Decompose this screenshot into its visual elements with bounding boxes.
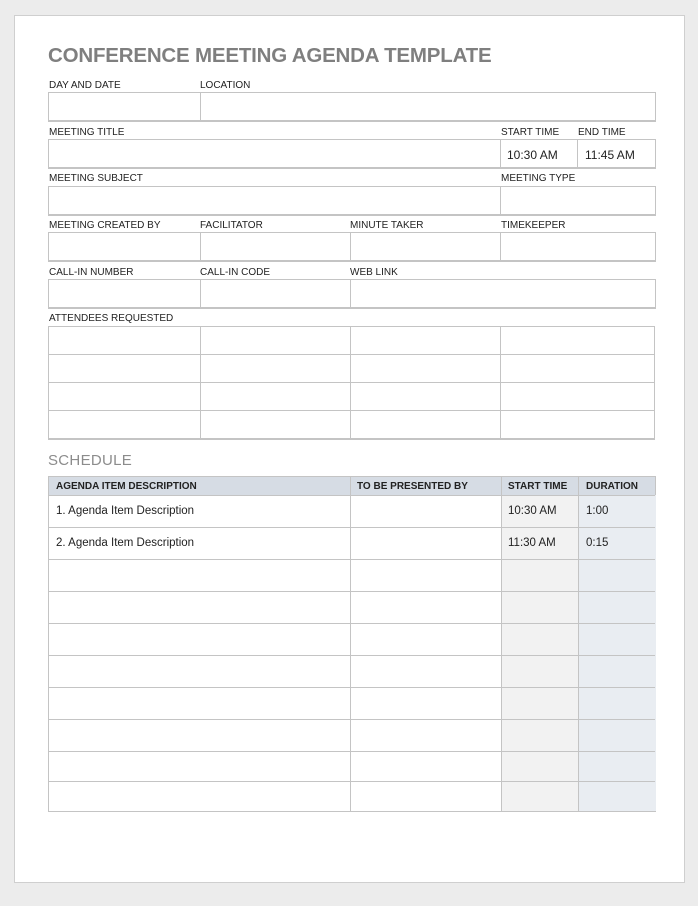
day-location-box (48, 92, 656, 122)
divider (200, 280, 201, 307)
meeting-title-label: MEETING TITLE (49, 127, 125, 138)
document-title: CONFERENCE MEETING AGENDA TEMPLATE (48, 44, 492, 67)
divider (500, 140, 501, 167)
schedule-table (48, 476, 656, 812)
grid-row-line (49, 382, 654, 383)
start-time-label: START TIME (501, 127, 560, 138)
divider (500, 233, 501, 260)
grid-col-line (350, 327, 351, 438)
location-label: LOCATION (200, 80, 251, 91)
row-2-description[interactable]: 2. Agenda Item Description (56, 537, 195, 549)
table-row-line (49, 751, 655, 752)
meeting-subject-label: MEETING SUBJECT (49, 173, 143, 184)
table-row-line (49, 495, 655, 496)
header-agenda-item-description: AGENDA ITEM DESCRIPTION (56, 481, 197, 492)
table-row-line (49, 719, 655, 720)
row-1-start-time[interactable]: 10:30 AM (508, 505, 557, 517)
timekeeper-label: TIMEKEEPER (501, 220, 566, 231)
grid-col-line (500, 327, 501, 438)
call-in-code-label: CALL-IN CODE (200, 267, 271, 278)
header-to-be-presented-by: TO BE PRESENTED BY (357, 481, 468, 492)
roles-box (48, 232, 656, 262)
table-row-line (49, 781, 655, 782)
header-start-time: START TIME (508, 481, 568, 492)
call-in-number-label: CALL-IN NUMBER (49, 267, 134, 278)
row-2-start-time[interactable]: 11:30 AM (508, 537, 556, 549)
table-row-line (49, 527, 655, 528)
attendees-grid[interactable] (48, 326, 655, 440)
table-row-line (49, 591, 655, 592)
end-time-field[interactable]: 11:45 AM (585, 148, 635, 162)
meeting-title-box (48, 139, 656, 169)
divider (350, 280, 351, 307)
meeting-created-by-label: MEETING CREATED BY (49, 220, 161, 231)
row-1-duration[interactable]: 1:00 (586, 505, 609, 517)
minute-taker-label: MINUTE TAKER (350, 220, 424, 231)
header-duration: DURATION (586, 481, 639, 492)
grid-row-line (49, 410, 654, 411)
table-row-line (49, 623, 655, 624)
meeting-subject-box (48, 186, 656, 216)
table-col-line (501, 477, 502, 811)
table-row-line (49, 655, 655, 656)
divider (577, 140, 578, 167)
table-row-line (49, 687, 655, 688)
row-2-duration[interactable]: 0:15 (586, 537, 609, 549)
grid-col-line (200, 327, 201, 438)
start-time-field[interactable]: 10:30 AM (507, 148, 558, 162)
end-time-label: END TIME (578, 127, 626, 138)
divider (200, 93, 201, 120)
divider (350, 233, 351, 260)
meeting-type-label: MEETING TYPE (501, 173, 576, 184)
table-col-line (350, 477, 351, 811)
row-1-description[interactable]: 1. Agenda Item Description (56, 505, 195, 517)
table-col-line (578, 477, 579, 811)
attendees-requested-label: ATTENDEES REQUESTED (49, 313, 174, 324)
divider (500, 187, 501, 214)
facilitator-label: FACILITATOR (200, 220, 263, 231)
divider (200, 233, 201, 260)
table-row-line (49, 559, 655, 560)
call-in-box (48, 279, 656, 309)
day-and-date-label: DAY AND DATE (49, 80, 121, 91)
web-link-label: WEB LINK (350, 267, 398, 278)
grid-row-line (49, 354, 654, 355)
schedule-heading: SCHEDULE (48, 452, 133, 469)
